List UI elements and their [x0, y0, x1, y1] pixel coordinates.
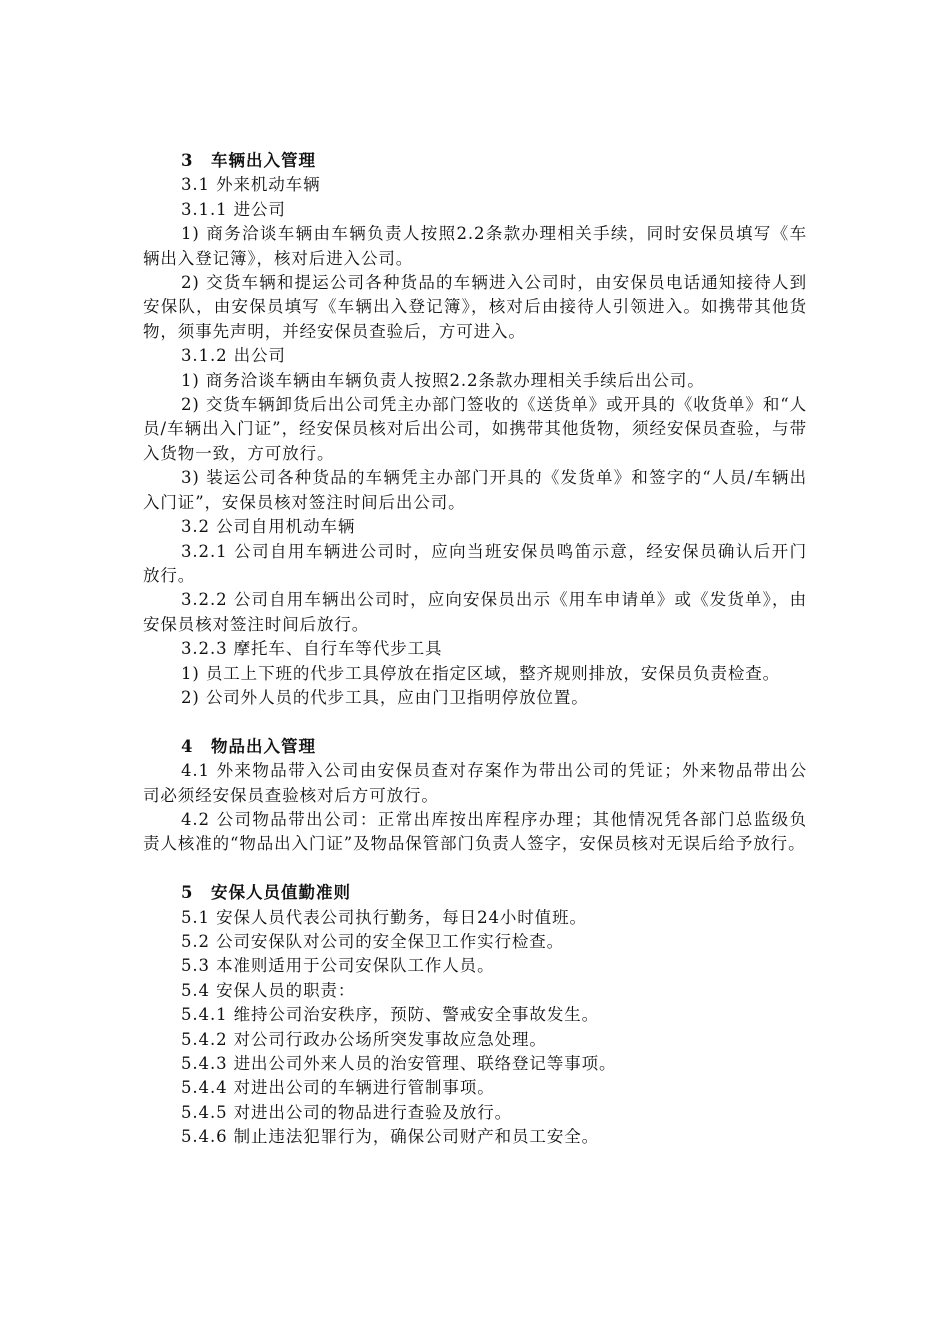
paragraph: 3.1.2 出公司 — [181, 346, 286, 366]
paragraph: 3.2.1 公司自用车辆进公司时，应向当班安保员鸣笛示意，经安保员确认后开门放行。 — [143, 541, 807, 585]
paragraph: 5.2 公司安保队对公司的安全保卫工作实行检查。 — [181, 931, 565, 951]
section-title: 车辆出入管理 — [211, 151, 316, 170]
paragraph: 3.1 外来机动车辆 — [181, 175, 321, 195]
section-heading — [143, 881, 807, 905]
paragraph: 3.1.1 进公司 — [181, 199, 286, 219]
paragraph: 3.2 公司自用机动车辆 — [181, 517, 356, 537]
document-body — [143, 149, 807, 1150]
paragraph: 3.2.3 摩托车、自行车等代步工具 — [181, 639, 443, 659]
paragraph: 5.4.1 维持公司治安秩序，预防、警戒安全事故发生。 — [181, 1005, 600, 1025]
paragraph: 5.1 安保人员代表公司执行勤务，每日24小时值班。 — [181, 907, 587, 927]
paragraph: 5.4.6 制止违法犯罪行为，确保公司财产和员工安全。 — [181, 1127, 600, 1147]
paragraph: 5.3 本准则适用于公司安保队工作人员。 — [181, 956, 495, 976]
section-gap — [143, 857, 807, 881]
paragraph: 5.4 安保人员的职责： — [181, 980, 356, 1000]
section-number: 3 — [181, 151, 194, 170]
section-number: 5 — [181, 883, 194, 903]
paragraph: 4.2 公司物品带出公司：正常出库按出库程序办理；其他情况凭各部门总监级负责人核准的“物品出入门证”及物品保管部门负责人签字，安保员核对无误后给予放行。 — [143, 809, 807, 854]
section-heading — [143, 735, 807, 759]
section-number: 4 — [181, 736, 194, 756]
section-title: 物品出入管理 — [211, 736, 316, 756]
paragraph: 1) 商务洽谈车辆由车辆负责人按照2.2条款办理相关手续，同时安保员填写《车辆出入登记簿》，核对后进入公司。 — [143, 224, 807, 268]
paragraph: 1) 员工上下班的代步工具停放在指定区域，整齐规则排放，安保员负责检查。 — [181, 663, 781, 683]
section-gap — [143, 710, 807, 734]
paragraph: 5.4.4 对进出公司的车辆进行管制事项。 — [181, 1078, 495, 1098]
paragraph: 2) 交货车辆和提运公司各种货品的车辆进入公司时，由安保员电话通知接待人到安保队，由安保员填写《车辆出入登记簿》，核对后由接待人引领进入。如携带其他货物，须事先声明，并经安保员查验后，方可进入。 — [143, 273, 807, 341]
paragraph: 5.4.5 对进出公司的物品进行查验及放行。 — [181, 1102, 513, 1122]
paragraph: 2) 公司外人员的代步工具，应由门卫指明停放位置。 — [181, 687, 589, 707]
paragraph: 5.4.2 对公司行政办公场所突发事故应急处理。 — [181, 1029, 547, 1049]
paragraph: 5.4.3 进出公司外来人员的治安管理、联络登记等事项。 — [181, 1054, 617, 1073]
paragraph: 3) 装运公司各种货品的车辆凭主办部门开具的《发货单》和签字的“人员/车辆出入门证”，安保员核对签注时间后出公司。 — [143, 468, 807, 512]
section-heading — [143, 149, 807, 173]
paragraph: 4.1 外来物品带入公司由安保员查对存案作为带出公司的凭证；外来物品带出公司必须经安保员查验核对后方可放行。 — [143, 761, 807, 805]
paragraph: 1) 商务洽谈车辆由车辆负责人按照2.2条款办理相关手续后出公司。 — [181, 370, 705, 390]
section-title: 安保人员值勤准则 — [211, 883, 351, 903]
paragraph: 3.2.2 公司自用车辆出公司时，应向安保员出示《用车申请单》或《发货单》，由安保员核对签注时间后放行。 — [143, 590, 807, 634]
paragraph: 2) 交货车辆卸货后出公司凭主办部门签收的《送货单》或开具的《收货单》和“人员/车辆出入门证”，经安保员核对后出公司，如携带其他货物，须经安保员查验，与带入货物一致，方可放行。 — [143, 395, 807, 463]
